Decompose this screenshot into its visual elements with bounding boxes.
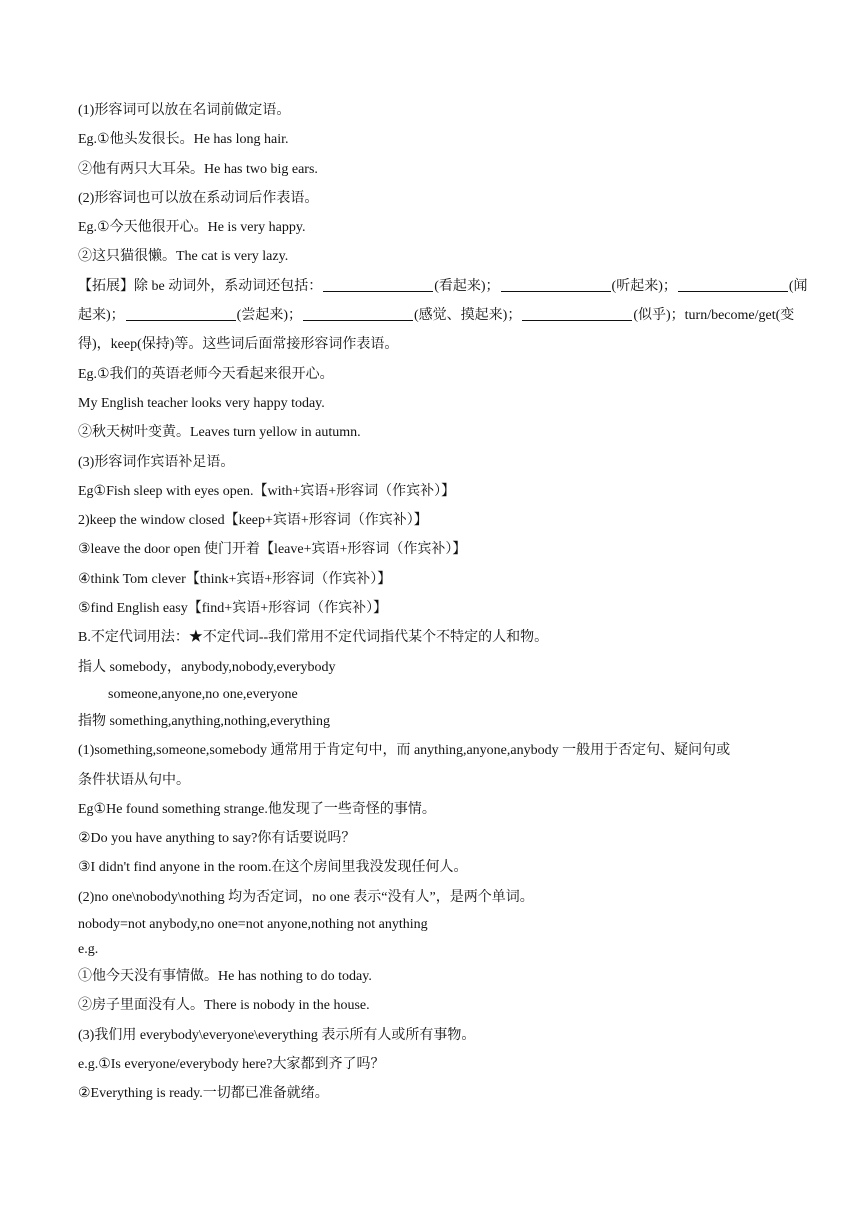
text-line: ②这只猫很懒。The cat is very lazy. xyxy=(78,249,289,265)
indented-line: someone,anyone,no one,everyone xyxy=(108,686,298,702)
text-line: ④think Tom clever【think+宾语+形容词（作宾补）】 xyxy=(78,571,392,587)
text-line: ②Everything is ready.一切都已准备就绪。 xyxy=(78,1086,329,1102)
text-line: (3)我们用 everybody\everyone\everything 表示所有人或所有事物。 xyxy=(78,1027,476,1043)
text-line: ②他有两只大耳朵。He has two big ears. xyxy=(78,161,318,177)
hint-look: (看起来)； xyxy=(434,278,500,294)
text-line: ⑤find English easy【find+宾语+形容词（作宾补）】 xyxy=(78,601,388,617)
text-line: 2)keep the window closed【keep+宾语+形容词（作宾补）】 xyxy=(78,513,428,529)
text-line: (2)形容词也可以放在系动词后作表语。 xyxy=(78,190,319,206)
expand-line-1 xyxy=(78,272,808,301)
text-line: nobody=not anybody,no one=not anyone,nothing not anything xyxy=(78,917,428,933)
document-body xyxy=(78,96,808,1109)
hint-sound: (听起来)； xyxy=(611,278,677,294)
text-line: Eg.①他头发很长。He has long hair. xyxy=(78,132,289,148)
answer-blank xyxy=(522,306,632,321)
text-line: Eg①He found something strange.他发现了一些奇怪的事情。 xyxy=(78,801,436,817)
eg-line: e.g. xyxy=(78,942,99,958)
hint-feel: (感觉、摸起来)； xyxy=(414,308,522,324)
text-line: My English teacher looks very happy today. xyxy=(78,395,325,411)
answer-blank xyxy=(678,277,788,292)
answer-blank xyxy=(323,277,433,292)
text-line: ②Do you have anything to say?你有话要说吗？ xyxy=(78,831,356,847)
expand-line-3: 得)，keep(保持)等。这些词后面常接形容词作表语。 xyxy=(78,337,399,353)
hint-taste: (尝起来)； xyxy=(236,308,302,324)
text-line: Eg.①我们的英语老师今天看起来很开心。 xyxy=(78,366,334,382)
text-line: Eg①Fish sleep with eyes open.【with+宾语+形容词（作宾补）】 xyxy=(78,483,456,499)
expand-line-2 xyxy=(78,301,795,330)
text-line: 指物 something,anything,nothing,everything xyxy=(78,713,330,729)
text-line: (1)形容词可以放在名词前做定语。 xyxy=(78,103,291,118)
text-line: 指人 somebody，anybody,nobody,everybody xyxy=(78,659,336,675)
text-line: (1)something,someone,somebody 通常用于肯定句中，而 anything,anyone,anybody 一般用于否定句、疑问句或 xyxy=(78,743,731,759)
text-line: (2)no one\nobody\nothing 均为否定词，no one 表示“没有人”，是两个单词。 xyxy=(78,889,534,905)
text-line: ②房子里面没有人。There is nobody in the house. xyxy=(78,998,370,1014)
text-line: Eg.①今天他很开心。He is very happy. xyxy=(78,220,306,236)
text-line: e.g.①Is everyone/everybody here?大家都到齐了吗？ xyxy=(78,1056,385,1072)
text-line: ③leave the door open 使门开着【leave+宾语+形容词（作宾补）】 xyxy=(78,542,467,558)
answer-blank xyxy=(501,277,611,292)
hint-seem: (似乎)；turn/become/get(变 xyxy=(633,308,795,324)
text-line: ③I didn't find anyone in the room.在这个房间里我没发现任何人。 xyxy=(78,860,468,876)
hint-smell-end: 起来)； xyxy=(78,308,125,324)
text-line: 条件状语从句中。 xyxy=(78,772,190,788)
answer-blank xyxy=(126,306,236,321)
text-line: B.不定代词用法：★不定代词--我们常用不定代词指代某个不特定的人和物。 xyxy=(78,630,549,646)
text-line: ②秋天树叶变黄。Leaves turn yellow in autumn. xyxy=(78,425,361,441)
hint-smell-start: (闻 xyxy=(788,278,808,294)
text-line: (3)形容词作宾语补足语。 xyxy=(78,454,235,470)
text-line: ①他今天没有事情做。He has nothing to do today. xyxy=(78,969,372,985)
answer-blank xyxy=(303,306,413,321)
expand-lead: 【拓展】除 be 动词外，系动词还包括： xyxy=(78,278,323,294)
